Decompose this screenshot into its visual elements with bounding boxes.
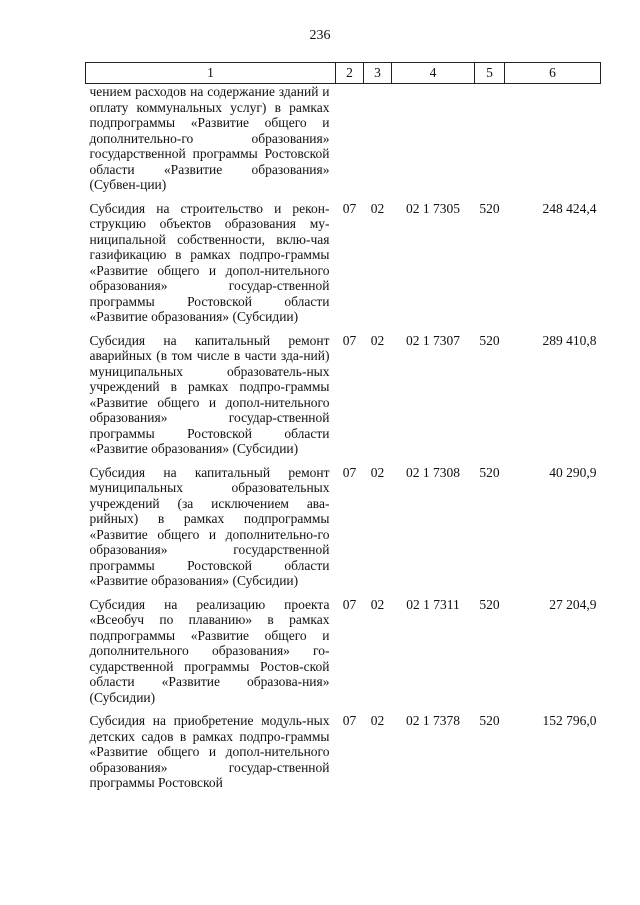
row-target-code: 02 1 7308 (406, 464, 460, 480)
row-subsection: 02 (370, 596, 385, 612)
row-target-code: 02 1 7307 (406, 332, 460, 348)
column-header-5: 5 (475, 63, 505, 84)
row-subsection (364, 84, 392, 201)
row-description: чением расходов на содержание зданий и оплату коммунальных услуг) в рамках подпрограммы «Развитие общего и дополнительно-го образования» государственной программы Ростовской области «Развитие образования» (Субвен-ции) (89, 84, 330, 192)
row-section: 07 (342, 332, 357, 348)
page-number: 236 (309, 28, 331, 43)
row-amount: 289 410,8 (542, 332, 597, 348)
row-subsection: 02 (370, 713, 385, 728)
row-amount: 27 204,9 (549, 596, 597, 612)
column-header-3: 3 (364, 63, 392, 84)
row-subsection: 02 (370, 200, 385, 216)
row-expense-type: 520 (479, 596, 500, 612)
row-description: Субсидия на капитальный ремонт муниципальных образовательных учреждений (за исключением ава-рийных) в рамках подпрограммы «Развитие общего и дополнительно-го образования» государственной программы Ростовской области «Развитие образования» (Субсидии) (89, 464, 330, 588)
table-row (86, 84, 601, 201)
table-row (86, 465, 601, 597)
row-description: Субсидия на строительство и рекон-струкцию объектов образования му-ниципальной собственности, вклю-чая газификацию в рамках подпро-граммы «Развитие общего и допол-нительного образования» государ-ственной программы Ростовской области «Развитие образования» (Субсидии) (89, 200, 330, 324)
row-target-code: 02 1 7305 (406, 200, 460, 216)
row-subsection: 02 (370, 464, 385, 480)
row-target-code (392, 84, 475, 201)
table-row (86, 333, 601, 465)
column-header-2: 2 (336, 63, 364, 84)
row-target-code: 02 1 7378 (406, 713, 460, 728)
row-amount: 152 796,0 (542, 713, 597, 728)
row-section: 07 (342, 464, 357, 480)
table-row (86, 713, 601, 791)
row-section: 07 (342, 596, 357, 612)
row-description: Субсидия на реализацию проекта «Всеобуч по плаванию» в рамках подпрограммы «Развитие общего и дополнительного образования» го-сударственной программы Ростов-ской области «Развитие образова-ния» (Субсидии) (89, 596, 330, 705)
row-amount: 248 424,4 (542, 200, 597, 216)
row-section: 07 (342, 200, 357, 216)
table-row (86, 201, 601, 333)
table-header-row (86, 63, 601, 84)
row-expense-type: 520 (479, 332, 500, 348)
row-expense-type: 520 (479, 713, 500, 728)
column-header-4: 4 (392, 63, 475, 84)
row-section: 07 (342, 713, 357, 728)
row-section (336, 84, 364, 201)
row-expense-type: 520 (479, 464, 500, 480)
row-description: Субсидия на приобретение модуль-ных детских садов в рамках подпро-граммы «Развитие общего и допол-нительного образования» государ-ственной программы Ростовской (89, 713, 330, 790)
row-target-code: 02 1 7311 (406, 596, 460, 612)
row-description: Субсидия на капитальный ремонт аварийных (в том числе в части зда-ний) муниципальных образователь-ных учреждений в рамках подпро-граммы «Развитие общего и допол-нительного образования» государ-ственной программы Ростовской области «Развитие образования» (Субсидии) (89, 332, 330, 456)
row-amount (505, 84, 601, 201)
row-expense-type (475, 84, 505, 201)
column-header-1: 1 (86, 63, 336, 84)
row-amount: 40 290,9 (549, 464, 597, 480)
row-expense-type: 520 (479, 200, 500, 216)
table-row (86, 597, 601, 714)
row-subsection: 02 (370, 332, 385, 348)
column-header-6: 6 (505, 63, 601, 84)
budget-table (85, 62, 601, 791)
